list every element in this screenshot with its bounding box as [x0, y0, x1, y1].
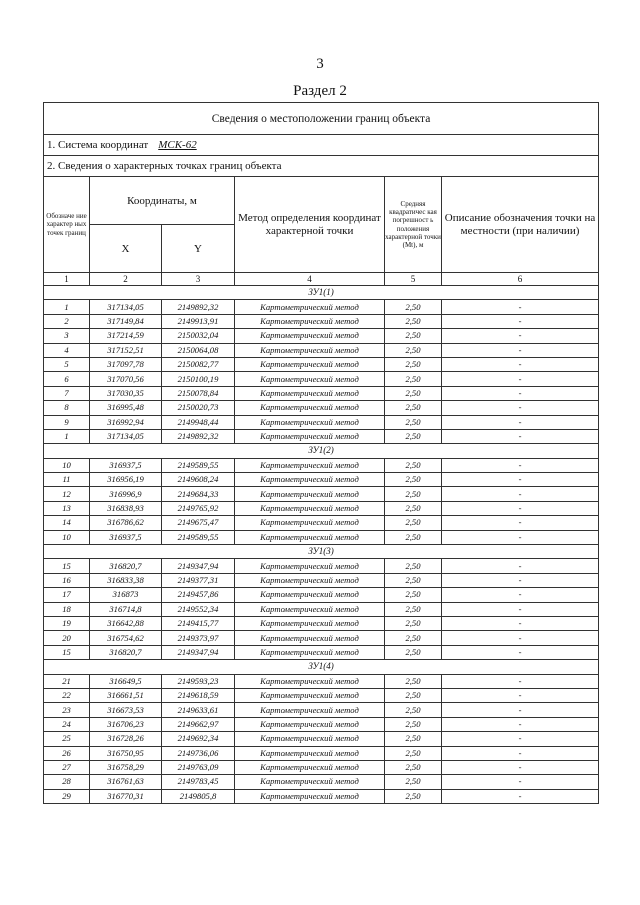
method-cell: Картометрический метод	[235, 746, 385, 760]
x-coordinate-cell: 316820,7	[90, 645, 162, 659]
accuracy-cell: 2,50	[385, 588, 442, 602]
x-coordinate-cell: 316833,38	[90, 573, 162, 587]
point-number-cell: 3	[44, 329, 90, 343]
x-coordinate-cell: 316937,5	[90, 458, 162, 472]
accuracy-cell: 2,50	[385, 717, 442, 731]
method-cell: Картометрический метод	[235, 357, 385, 371]
table-row	[44, 487, 599, 501]
y-coordinate-cell: 2149783,45	[162, 775, 235, 789]
description-cell: -	[442, 573, 599, 587]
x-coordinate-cell: 317152,51	[90, 343, 162, 357]
table-row	[44, 501, 599, 515]
table-row	[44, 516, 599, 530]
point-number-cell: 6	[44, 372, 90, 386]
point-number-cell: 16	[44, 573, 90, 587]
accuracy-cell: 2,50	[385, 746, 442, 760]
method-cell: Картометрический метод	[235, 559, 385, 573]
accuracy-cell: 2,50	[385, 401, 442, 415]
y-coordinate-cell: 2149457,86	[162, 588, 235, 602]
point-number-cell: 9	[44, 415, 90, 429]
y-coordinate-cell: 2149593,23	[162, 674, 235, 688]
description-cell: -	[442, 559, 599, 573]
method-cell: Картометрический метод	[235, 717, 385, 731]
x-coordinate-cell: 317134,05	[90, 300, 162, 314]
point-number-cell: 10	[44, 530, 90, 544]
table-row	[44, 530, 599, 544]
y-coordinate-cell: 2149415,77	[162, 616, 235, 630]
x-coordinate-cell: 316714,8	[90, 602, 162, 616]
method-cell: Картометрический метод	[235, 343, 385, 357]
method-cell: Картометрический метод	[235, 602, 385, 616]
column-number: 1	[44, 273, 90, 286]
x-coordinate-cell: 316642,88	[90, 616, 162, 630]
x-coordinate-cell: 316786,62	[90, 516, 162, 530]
description-cell: -	[442, 631, 599, 645]
method-cell: Картометрический метод	[235, 688, 385, 702]
header-method: Метод определения координат характерной точки	[235, 177, 385, 273]
y-coordinate-cell: 2150082,77	[162, 357, 235, 371]
method-cell: Картометрический метод	[235, 372, 385, 386]
accuracy-cell: 2,50	[385, 602, 442, 616]
point-number-cell: 29	[44, 789, 90, 803]
accuracy-cell: 2,50	[385, 573, 442, 587]
description-cell: -	[442, 401, 599, 415]
method-cell: Картометрический метод	[235, 458, 385, 472]
point-number-cell: 1	[44, 429, 90, 443]
y-coordinate-cell: 2149608,24	[162, 473, 235, 487]
point-number-cell: 21	[44, 674, 90, 688]
description-cell: -	[442, 717, 599, 731]
table-row	[44, 631, 599, 645]
x-coordinate-cell: 316956,19	[90, 473, 162, 487]
description-cell: -	[442, 415, 599, 429]
method-cell: Картометрический метод	[235, 760, 385, 774]
description-cell: -	[442, 645, 599, 659]
description-cell: -	[442, 760, 599, 774]
x-coordinate-cell: 316750,95	[90, 746, 162, 760]
x-coordinate-cell: 316758,29	[90, 760, 162, 774]
description-cell: -	[442, 616, 599, 630]
point-number-cell: 15	[44, 645, 90, 659]
method-cell: Картометрический метод	[235, 329, 385, 343]
table-row	[44, 300, 599, 314]
table-row	[44, 357, 599, 371]
group-name: ЗУ1(2)	[44, 444, 599, 458]
method-cell: Картометрический метод	[235, 487, 385, 501]
method-cell: Картометрический метод	[235, 386, 385, 400]
y-coordinate-cell: 2149892,32	[162, 429, 235, 443]
y-coordinate-cell: 2149765,92	[162, 501, 235, 515]
point-number-cell: 22	[44, 688, 90, 702]
table-row	[44, 559, 599, 573]
point-number-cell: 14	[44, 516, 90, 530]
x-coordinate-cell: 316873	[90, 588, 162, 602]
accuracy-cell: 2,50	[385, 760, 442, 774]
group-header-row	[44, 660, 599, 674]
header-point-id: Обозначе ние характер ных точек границ	[44, 177, 90, 273]
table-row	[44, 588, 599, 602]
points-title: 2. Сведения о характерных точках границ объекта	[44, 156, 599, 177]
x-coordinate-cell: 317134,05	[90, 429, 162, 443]
point-number-cell: 8	[44, 401, 90, 415]
accuracy-cell: 2,50	[385, 616, 442, 630]
y-coordinate-cell: 2149552,34	[162, 602, 235, 616]
y-coordinate-cell: 2149347,94	[162, 645, 235, 659]
method-cell: Картометрический метод	[235, 401, 385, 415]
accuracy-cell: 2,50	[385, 559, 442, 573]
table-row	[44, 760, 599, 774]
x-coordinate-cell: 316649,5	[90, 674, 162, 688]
y-coordinate-cell: 2150064,08	[162, 343, 235, 357]
method-cell: Картометрический метод	[235, 530, 385, 544]
table-row	[44, 645, 599, 659]
x-coordinate-cell: 317030,35	[90, 386, 162, 400]
description-cell: -	[442, 300, 599, 314]
y-coordinate-cell: 2150020,73	[162, 401, 235, 415]
accuracy-cell: 2,50	[385, 501, 442, 515]
x-coordinate-cell: 316706,23	[90, 717, 162, 731]
column-number: 3	[162, 273, 235, 286]
description-cell: -	[442, 343, 599, 357]
y-coordinate-cell: 2149692,34	[162, 732, 235, 746]
description-cell: -	[442, 602, 599, 616]
header-accuracy: Средняя квадратичес кая погрешност ь положения характерной точки (Mt), м	[385, 177, 442, 273]
y-coordinate-cell: 2149633,61	[162, 703, 235, 717]
method-cell: Картометрический метод	[235, 732, 385, 746]
description-cell: -	[442, 674, 599, 688]
y-coordinate-cell: 2149913,91	[162, 314, 235, 328]
description-cell: -	[442, 458, 599, 472]
point-number-cell: 24	[44, 717, 90, 731]
x-coordinate-cell: 316728,26	[90, 732, 162, 746]
x-coordinate-cell: 317149,84	[90, 314, 162, 328]
description-cell: -	[442, 789, 599, 803]
y-coordinate-cell: 2149377,31	[162, 573, 235, 587]
accuracy-cell: 2,50	[385, 688, 442, 702]
column-number-row	[44, 273, 599, 286]
x-coordinate-cell: 316838,93	[90, 501, 162, 515]
accuracy-cell: 2,50	[385, 343, 442, 357]
point-number-cell: 15	[44, 559, 90, 573]
method-cell: Картометрический метод	[235, 775, 385, 789]
description-cell: -	[442, 329, 599, 343]
y-coordinate-cell: 2150078,84	[162, 386, 235, 400]
group-header-row	[44, 444, 599, 458]
page-number: 3	[316, 56, 324, 72]
accuracy-cell: 2,50	[385, 415, 442, 429]
x-coordinate-cell: 316995,48	[90, 401, 162, 415]
description-cell: -	[442, 357, 599, 371]
accuracy-cell: 2,50	[385, 314, 442, 328]
group-header-row	[44, 286, 599, 300]
y-coordinate-cell: 2149684,33	[162, 487, 235, 501]
section-title: Раздел 2	[293, 83, 347, 99]
y-coordinate-cell: 2149736,06	[162, 746, 235, 760]
accuracy-cell: 2,50	[385, 674, 442, 688]
point-number-cell: 26	[44, 746, 90, 760]
description-cell: -	[442, 516, 599, 530]
description-cell: -	[442, 703, 599, 717]
accuracy-cell: 2,50	[385, 473, 442, 487]
point-number-cell: 23	[44, 703, 90, 717]
x-coordinate-cell: 317070,56	[90, 372, 162, 386]
description-cell: -	[442, 386, 599, 400]
y-coordinate-cell: 2150032,04	[162, 329, 235, 343]
table-row	[44, 746, 599, 760]
x-coordinate-cell: 316661,51	[90, 688, 162, 702]
y-coordinate-cell: 2149948,44	[162, 415, 235, 429]
table-body	[44, 103, 599, 804]
method-cell: Картометрический метод	[235, 573, 385, 587]
description-cell: -	[442, 732, 599, 746]
x-coordinate-cell: 317214,59	[90, 329, 162, 343]
group-name: ЗУ1(4)	[44, 660, 599, 674]
column-number: 5	[385, 273, 442, 286]
table-row	[44, 386, 599, 400]
x-coordinate-cell: 316673,53	[90, 703, 162, 717]
table-row	[44, 401, 599, 415]
point-number-cell: 2	[44, 314, 90, 328]
x-coordinate-cell: 316937,5	[90, 530, 162, 544]
y-coordinate-cell: 2149805,8	[162, 789, 235, 803]
point-number-cell: 13	[44, 501, 90, 515]
accuracy-cell: 2,50	[385, 789, 442, 803]
header-x: X	[90, 225, 162, 273]
accuracy-cell: 2,50	[385, 530, 442, 544]
table-title: Сведения о местоположении границ объекта	[44, 103, 599, 135]
x-coordinate-cell: 316754,62	[90, 631, 162, 645]
accuracy-cell: 2,50	[385, 732, 442, 746]
y-coordinate-cell: 2149618,59	[162, 688, 235, 702]
accuracy-cell: 2,50	[385, 372, 442, 386]
group-header-row	[44, 545, 599, 559]
point-number-cell: 10	[44, 458, 90, 472]
point-number-cell: 5	[44, 357, 90, 371]
accuracy-cell: 2,50	[385, 386, 442, 400]
table-row	[44, 343, 599, 357]
description-cell: -	[442, 473, 599, 487]
y-coordinate-cell: 2149589,55	[162, 530, 235, 544]
accuracy-cell: 2,50	[385, 645, 442, 659]
description-cell: -	[442, 372, 599, 386]
point-number-cell: 12	[44, 487, 90, 501]
header-y: Y	[162, 225, 235, 273]
accuracy-cell: 2,50	[385, 458, 442, 472]
description-cell: -	[442, 429, 599, 443]
y-coordinate-cell: 2149589,55	[162, 458, 235, 472]
method-cell: Картометрический метод	[235, 674, 385, 688]
table-row	[44, 314, 599, 328]
table-row	[44, 573, 599, 587]
table-row	[44, 415, 599, 429]
coord-system-value: МСК-62	[158, 139, 197, 151]
table-row	[44, 372, 599, 386]
point-number-cell: 11	[44, 473, 90, 487]
accuracy-cell: 2,50	[385, 300, 442, 314]
accuracy-cell: 2,50	[385, 357, 442, 371]
header-description: Описание обозначения точки на местности (при наличии)	[442, 177, 599, 273]
method-cell: Картометрический метод	[235, 473, 385, 487]
table-row	[44, 703, 599, 717]
description-cell: -	[442, 588, 599, 602]
x-coordinate-cell: 316820,7	[90, 559, 162, 573]
table-row	[44, 602, 599, 616]
accuracy-cell: 2,50	[385, 516, 442, 530]
table-row	[44, 473, 599, 487]
x-coordinate-cell: 316996,9	[90, 487, 162, 501]
accuracy-cell: 2,50	[385, 703, 442, 717]
y-coordinate-cell: 2149892,32	[162, 300, 235, 314]
description-cell: -	[442, 314, 599, 328]
description-cell: -	[442, 487, 599, 501]
point-number-cell: 17	[44, 588, 90, 602]
table-row	[44, 616, 599, 630]
table-row	[44, 674, 599, 688]
table-row	[44, 458, 599, 472]
method-cell: Картометрический метод	[235, 300, 385, 314]
column-number: 6	[442, 273, 599, 286]
method-cell: Картометрический метод	[235, 314, 385, 328]
method-cell: Картометрический метод	[235, 516, 385, 530]
group-name: ЗУ1(1)	[44, 286, 599, 300]
method-cell: Картометрический метод	[235, 415, 385, 429]
header-coordinates: Координаты, м	[90, 177, 235, 225]
y-coordinate-cell: 2149675,47	[162, 516, 235, 530]
description-cell: -	[442, 688, 599, 702]
method-cell: Картометрический метод	[235, 588, 385, 602]
accuracy-cell: 2,50	[385, 775, 442, 789]
accuracy-cell: 2,50	[385, 487, 442, 501]
method-cell: Картометрический метод	[235, 789, 385, 803]
x-coordinate-cell: 316761,63	[90, 775, 162, 789]
accuracy-cell: 2,50	[385, 329, 442, 343]
description-cell: -	[442, 501, 599, 515]
table-row	[44, 717, 599, 731]
point-number-cell: 7	[44, 386, 90, 400]
point-number-cell: 27	[44, 760, 90, 774]
group-name: ЗУ1(3)	[44, 545, 599, 559]
x-coordinate-cell: 316770,31	[90, 789, 162, 803]
method-cell: Картометрический метод	[235, 631, 385, 645]
table-row	[44, 789, 599, 803]
table-row	[44, 329, 599, 343]
point-number-cell: 20	[44, 631, 90, 645]
point-number-cell: 1	[44, 300, 90, 314]
y-coordinate-cell: 2149662,97	[162, 717, 235, 731]
method-cell: Картометрический метод	[235, 429, 385, 443]
method-cell: Картометрический метод	[235, 645, 385, 659]
y-coordinate-cell: 2149373,97	[162, 631, 235, 645]
method-cell: Картометрический метод	[235, 703, 385, 717]
coord-system-row	[44, 135, 599, 156]
point-number-cell: 28	[44, 775, 90, 789]
point-number-cell: 19	[44, 616, 90, 630]
accuracy-cell: 2,50	[385, 429, 442, 443]
y-coordinate-cell: 2149763,09	[162, 760, 235, 774]
accuracy-cell: 2,50	[385, 631, 442, 645]
point-number-cell: 4	[44, 343, 90, 357]
y-coordinate-cell: 2150100,19	[162, 372, 235, 386]
description-cell: -	[442, 775, 599, 789]
description-cell: -	[442, 530, 599, 544]
description-cell: -	[442, 746, 599, 760]
table-row	[44, 732, 599, 746]
table-row	[44, 429, 599, 443]
boundary-table	[43, 102, 599, 804]
point-number-cell: 18	[44, 602, 90, 616]
column-number: 2	[90, 273, 162, 286]
method-cell: Картометрический метод	[235, 616, 385, 630]
column-number: 4	[235, 273, 385, 286]
y-coordinate-cell: 2149347,94	[162, 559, 235, 573]
table-row	[44, 688, 599, 702]
x-coordinate-cell: 317097,78	[90, 357, 162, 371]
table-row	[44, 775, 599, 789]
x-coordinate-cell: 316992,94	[90, 415, 162, 429]
coord-system-label: 1. Система координат	[47, 139, 149, 151]
point-number-cell: 25	[44, 732, 90, 746]
method-cell: Картометрический метод	[235, 501, 385, 515]
